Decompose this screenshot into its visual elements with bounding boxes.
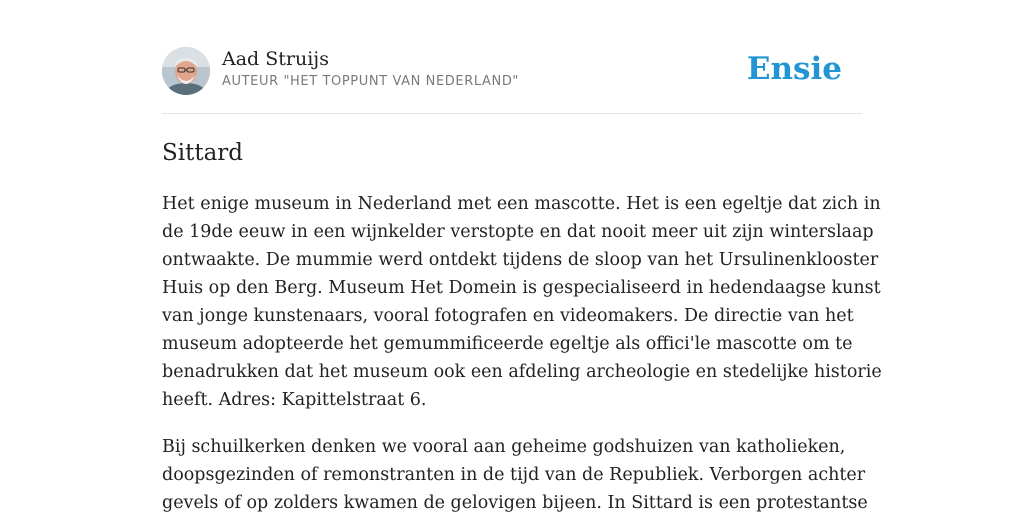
article-paragraph-2 — [162, 433, 868, 512]
article-paragraph-1 — [162, 190, 882, 414]
paragraph-line: Huis op den Berg. Museum Het Domein is gespecialiseerd in hedendaagse kunst — [162, 278, 881, 298]
author-name[interactable]: Aad Struijs — [222, 48, 329, 70]
author-header — [162, 47, 862, 95]
paragraph-line: ontwaakte. De mummie werd ontdekt tijdens de sloop van het Ursulinenklooster — [162, 250, 879, 270]
article-card — [162, 0, 882, 512]
paragraph-line: museum adopteerde het gemummificeerde egeltje als offici'le mascotte om te — [162, 334, 853, 354]
paragraph-line: gevels of op zolders kwamen de gelovigen bijeen. In Sittard is een protestantse — [162, 493, 868, 512]
article-title: Sittard — [162, 140, 244, 166]
author-avatar[interactable] — [162, 47, 210, 95]
header-divider — [162, 113, 862, 114]
paragraph-line: de 19de eeuw in een wijnkelder verstopte en dat nooit meer uit zijn winterslaap — [162, 222, 874, 242]
author-tagline: AUTEUR "HET TOPPUNT VAN NEDERLAND" — [222, 74, 520, 89]
avatar-photo-icon — [162, 47, 210, 95]
paragraph-line: heeft. Adres: Kapittelstraat 6. — [162, 390, 427, 410]
paragraph-line: Het enige museum in Nederland met een mascotte. Het is een egeltje dat zich in — [162, 194, 881, 214]
paragraph-line: van jonge kunstenaars, vooral fotografen en videomakers. De directie van het — [162, 306, 854, 326]
paragraph-line: benadrukken dat het museum ook een afdeling archeologie en stedelijke historie — [162, 362, 882, 382]
ensie-logo[interactable]: Ensie — [746, 51, 842, 87]
paragraph-line: Bij schuilkerken denken we vooral aan geheime godshuizen van katholieken, — [162, 437, 846, 457]
paragraph-line: doopsgezinden of remonstranten in de tijd van de Republiek. Verborgen achter — [162, 465, 866, 485]
